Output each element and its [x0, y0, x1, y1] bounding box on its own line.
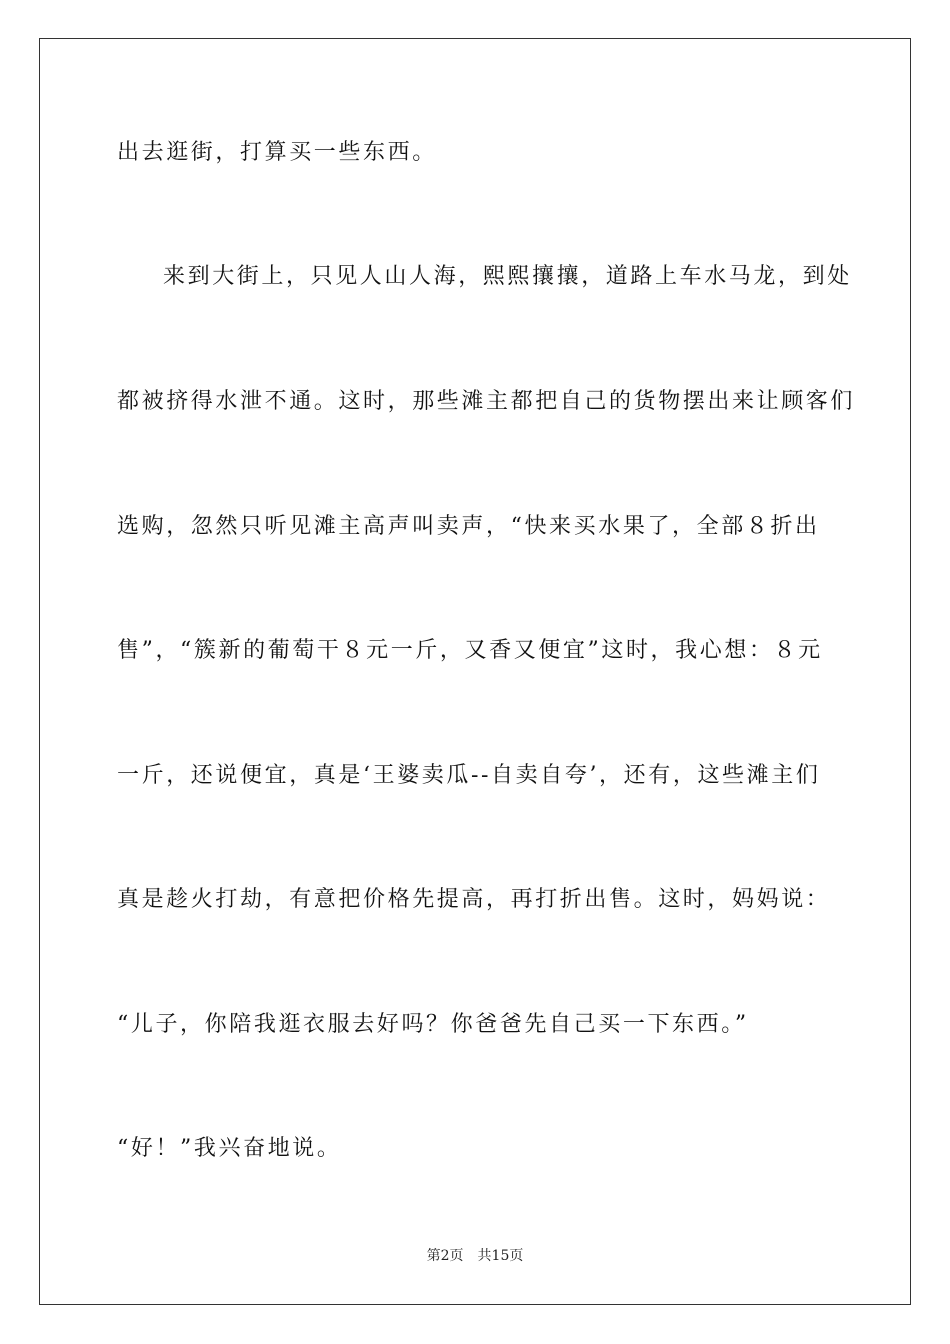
text-line: 售”，“簇新的葡萄干８元一斤，又香又便宜”这时，我心想：８元 [117, 638, 823, 663]
text-line: “儿子，你陪我逛衣服去好吗？你爸爸先自己买一下东西。” [117, 1012, 749, 1037]
text-line: 出去逛街，打算买一些东西。 [117, 140, 437, 165]
page-border [39, 38, 911, 1305]
text-line: 真是趁火打劫，有意把价格先提高，再打折出售。这时，妈妈说： [117, 887, 831, 912]
text-line: “好！”我兴奋地说。 [117, 1136, 342, 1161]
text-line: 选购，忽然只听见滩主高声叫卖声，“快来买水果了，全部８折出 [117, 514, 820, 539]
text-line: 一斤，还说便宜，真是‘王婆卖瓜--自卖自夸’，还有，这些滩主们 [117, 763, 821, 788]
text-line: 来到大街上，只见人山人海，熙熙攘攘，道路上车水马龙，到处 [163, 264, 852, 289]
text-line: 都被挤得水泄不通。这时，那些滩主都把自己的货物摆出来让顾客们 [117, 389, 856, 414]
page-number-footer: 第2页 共15页 [426, 1248, 524, 1264]
